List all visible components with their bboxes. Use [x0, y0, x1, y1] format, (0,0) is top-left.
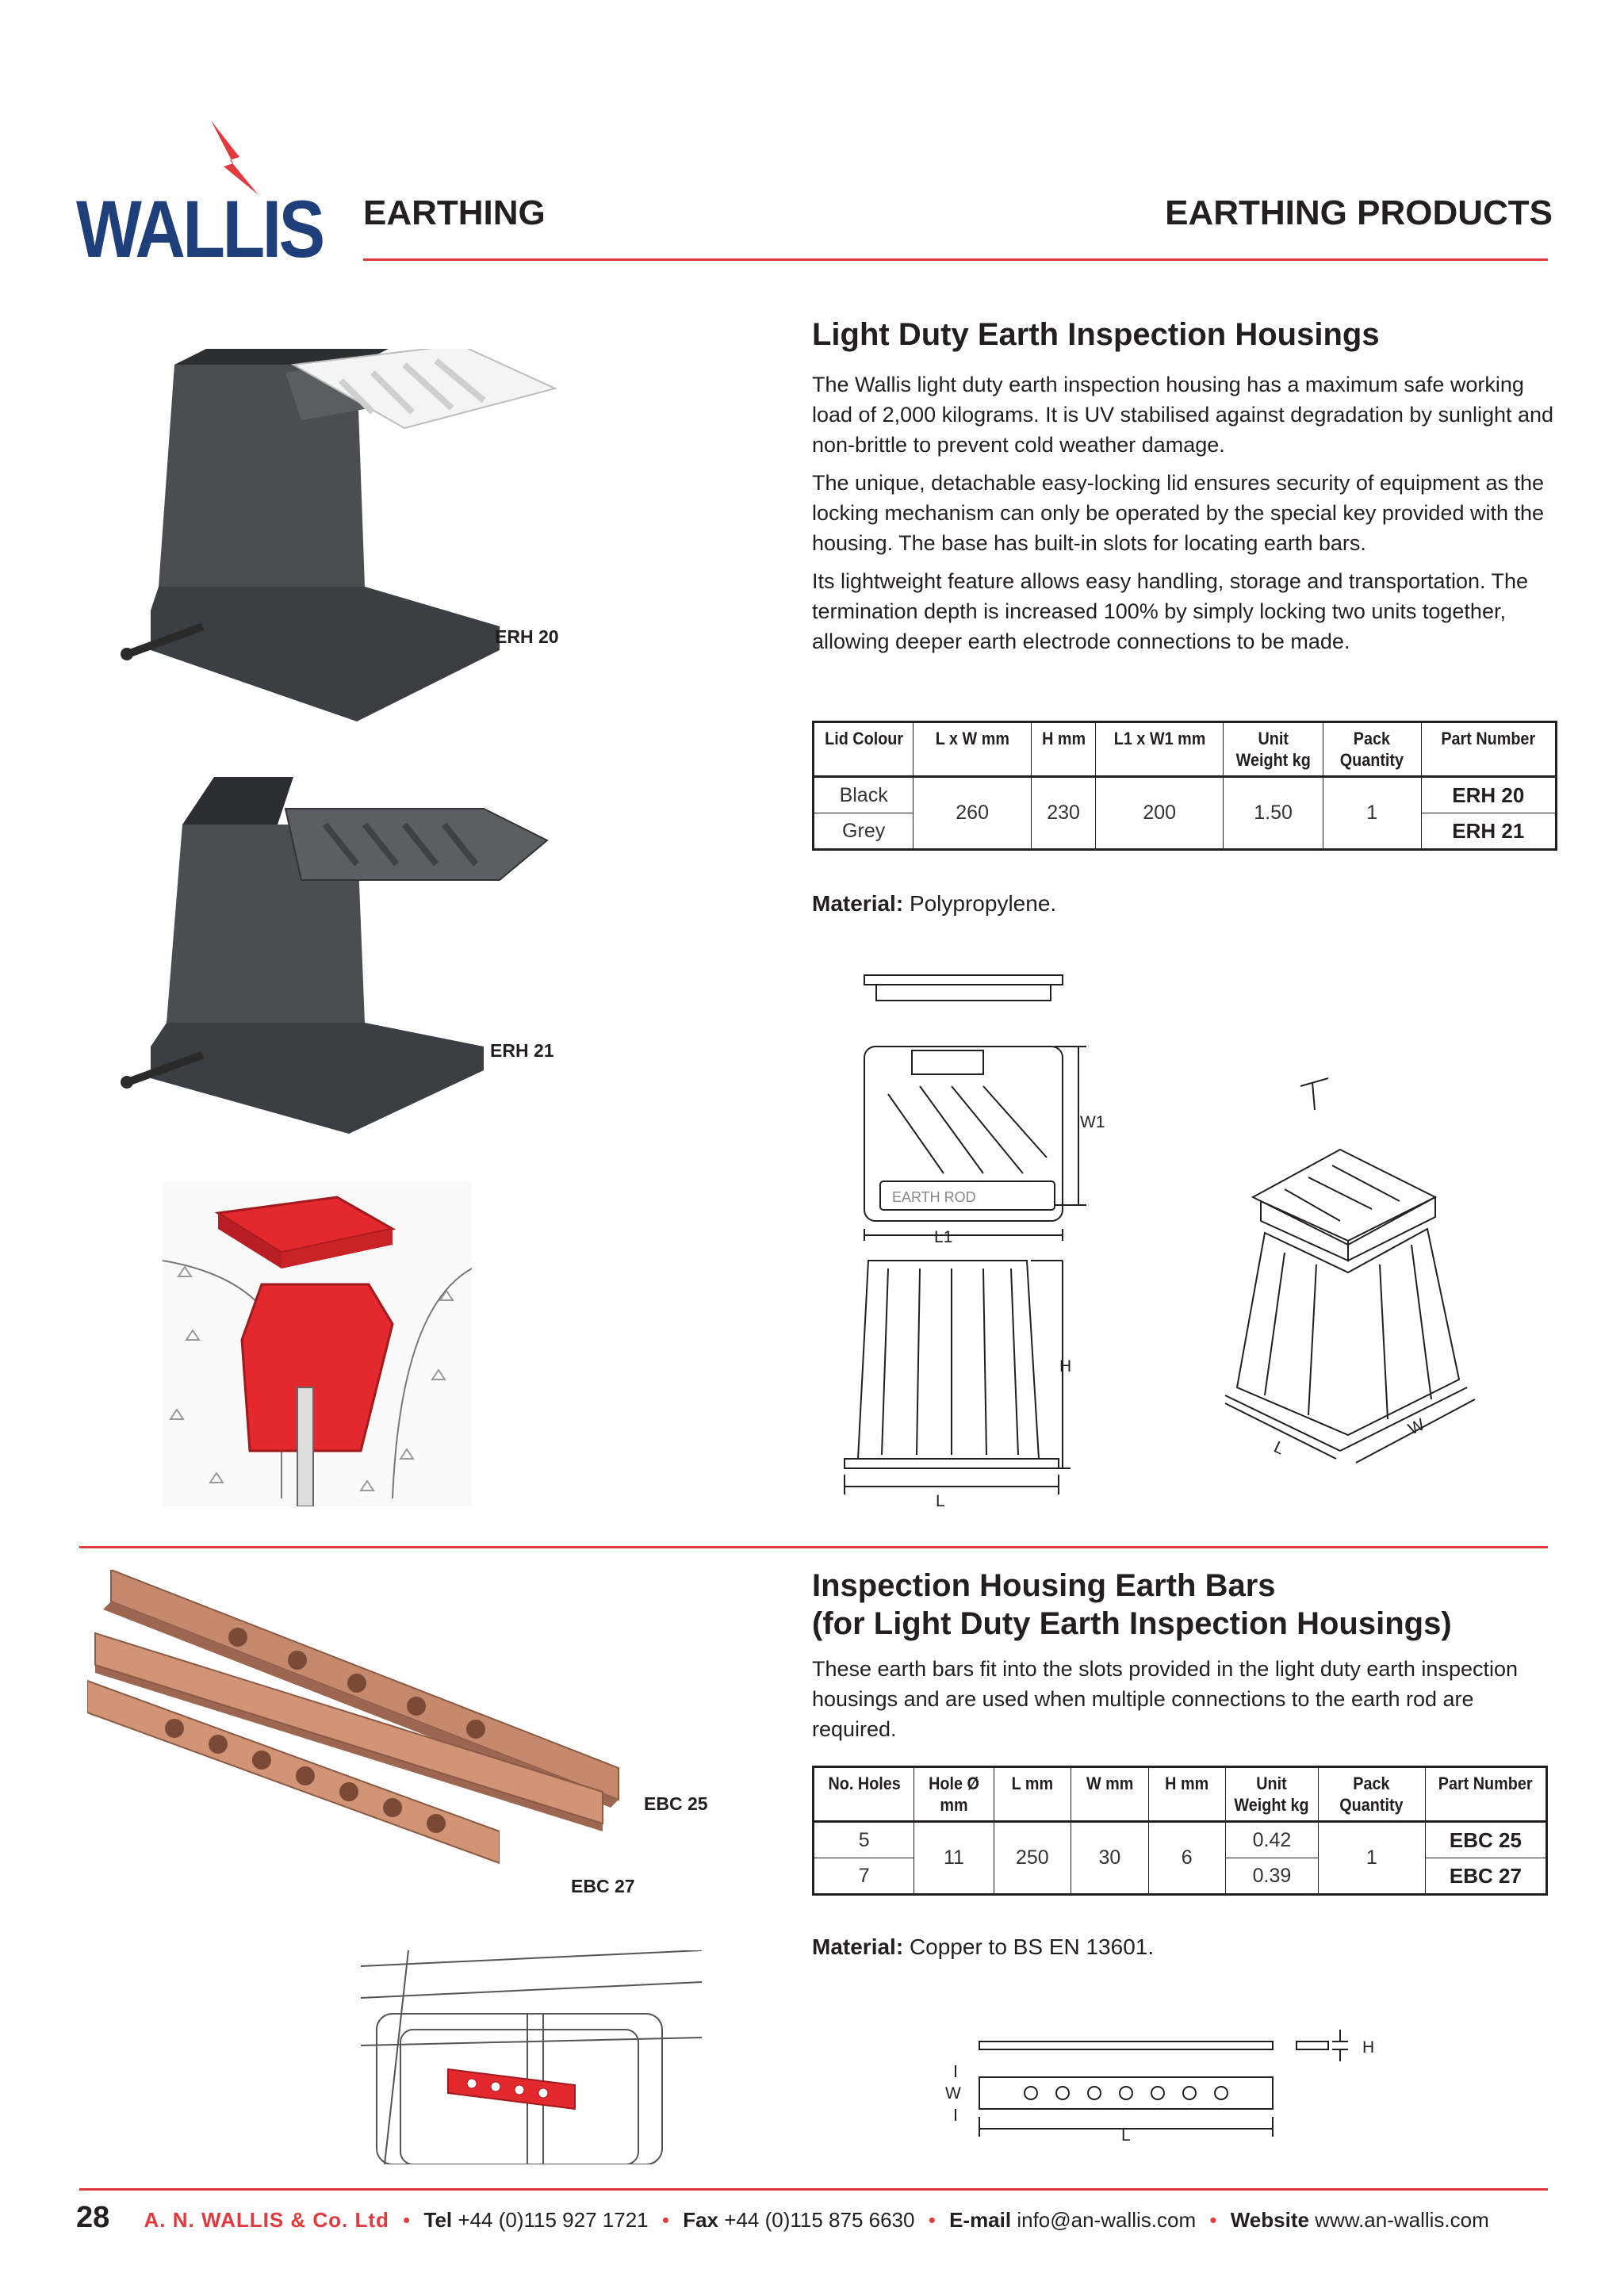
- col-part-number: Part Number: [1431, 1767, 1541, 1822]
- separator-dot: •: [661, 2208, 669, 2232]
- col-lxw: L x W mm: [919, 722, 1025, 777]
- col-unit-weight: Unit Weight kg: [1228, 722, 1318, 777]
- footer-rule: [79, 2188, 1548, 2191]
- section1-content: [812, 316, 1557, 664]
- section-divider: [79, 1546, 1548, 1548]
- cell-pack: 1: [1323, 777, 1421, 850]
- dim-w: W: [945, 2084, 961, 2103]
- cell-holes: 5: [814, 1822, 914, 1858]
- email-label: E-mail: [949, 2208, 1012, 2232]
- email-link[interactable]: info@an-wallis.com: [1017, 2208, 1197, 2232]
- dim-h: H: [1362, 2038, 1375, 2057]
- cell-w: 30: [1071, 1822, 1148, 1895]
- col-w: W mm: [1075, 1767, 1145, 1822]
- table-header-row: [814, 722, 1557, 777]
- cell-l: 250: [994, 1822, 1071, 1895]
- cell-colour: Black: [814, 777, 914, 813]
- section2-material: [812, 1934, 1154, 1960]
- section-title-left: EARTHING: [363, 193, 546, 232]
- cell-l1xw1: 200: [1096, 777, 1224, 850]
- section1-paragraph-1: The Wallis light duty earth inspection housing has a maximum safe working load of 2,000 kilograms. It is UV stabilised against degradation by sunlight and non-brittle to prevent cold weather damage.: [812, 373, 1554, 457]
- material-value: Copper to BS EN 13601.: [909, 1934, 1155, 1959]
- section1-title: Light Duty Earth Inspection Housings: [812, 317, 1380, 352]
- col-hole-dia: Hole Ø mm: [918, 1767, 990, 1822]
- fax-value: +44 (0)115 875 6630: [724, 2208, 915, 2232]
- cell-part-number: EBC 27: [1425, 1858, 1546, 1895]
- section2-title-line1: Inspection Housing Earth Bars: [812, 1568, 1276, 1603]
- dim-l: L: [936, 1492, 945, 1510]
- section2-content: [812, 1567, 1557, 1752]
- lid-embossed-text: EARTH ROD: [892, 1189, 976, 1205]
- housing-spec-table: [812, 721, 1557, 851]
- cell-pack: 1: [1318, 1822, 1425, 1895]
- material-value: Polypropylene.: [909, 891, 1057, 916]
- separator-dot: •: [1209, 2208, 1217, 2232]
- dim-iso-l: L: [1270, 1437, 1288, 1459]
- cell-hole-dia: 11: [914, 1822, 994, 1895]
- cell-part-number: ERH 21: [1421, 813, 1556, 850]
- col-h: H mm: [1035, 722, 1093, 777]
- col-pack-quantity: Pack Quantity: [1328, 722, 1416, 777]
- col-part-number: Part Number: [1428, 722, 1549, 777]
- cell-lxw: 260: [914, 777, 1032, 850]
- section1-paragraph-3: Its lightweight feature allows easy handling, storage and transportation. The termination depth is increased 100% by simply locking two units together, allowing deeper earth electrode connections to be made.: [812, 569, 1529, 653]
- dim-w1: W1: [1080, 1113, 1105, 1131]
- section2-paragraph: These earth bars fit into the slots provided in the light duty earth inspection housings and are used when multiple connections to the earth rod are required.: [812, 1657, 1519, 1741]
- cell-weight: 0.39: [1225, 1858, 1318, 1895]
- col-no-holes: No. Holes: [818, 1767, 910, 1822]
- cell-holes: 7: [814, 1858, 914, 1895]
- website-label: Website: [1230, 2208, 1309, 2232]
- ebc27-label: EBC 27: [571, 1876, 635, 1896]
- col-unit-weight: Unit Weight kg: [1230, 1767, 1313, 1822]
- page-number: 28: [76, 2201, 110, 2234]
- section2-title-line2: (for Light Duty Earth Inspection Housings): [812, 1606, 1452, 1641]
- cell-colour: Grey: [814, 813, 914, 850]
- cell-weight: 1.50: [1224, 777, 1323, 850]
- col-l1xw1: L1 x W1 mm: [1102, 722, 1217, 777]
- col-lid-colour: Lid Colour: [818, 722, 909, 777]
- erh21-image: [103, 761, 579, 1142]
- installation-illustration: [163, 1181, 472, 1506]
- section1-paragraph-2: The unique, detachable easy-locking lid ensures security of equipment as the locking mechanism can only be operated by the special key provided with the housing. The base has built-in slots for locating earth bars.: [812, 471, 1545, 555]
- cell-h: 230: [1032, 777, 1096, 850]
- material-label: Material:: [812, 1934, 904, 1959]
- cell-part-number: EBC 25: [1425, 1822, 1546, 1858]
- table-row: [814, 1822, 1547, 1858]
- erh20-image: [103, 349, 579, 729]
- table-row: [814, 777, 1557, 813]
- cell-h: 6: [1148, 1822, 1225, 1895]
- logo-text: WALLIS: [76, 184, 323, 274]
- section1-material: [812, 891, 1056, 916]
- cell-weight: 0.42: [1225, 1822, 1318, 1858]
- erh20-label: ERH 20: [495, 626, 559, 647]
- table-header-row: [814, 1767, 1547, 1822]
- separator-dot: •: [928, 2208, 936, 2232]
- ebc25-label: EBC 25: [644, 1793, 708, 1814]
- dim-l: L: [1121, 2126, 1131, 2145]
- erh21-label: ERH 21: [490, 1040, 554, 1061]
- col-l: L mm: [998, 1767, 1067, 1822]
- wallis-logo: [76, 119, 323, 274]
- website-link[interactable]: www.an-wallis.com: [1315, 2208, 1489, 2232]
- material-label: Material:: [812, 891, 904, 916]
- separator-dot: •: [403, 2208, 411, 2232]
- cell-part-number: ERH 20: [1421, 777, 1556, 813]
- earth-bar-spec-table: [812, 1766, 1548, 1896]
- tel-label: Tel: [423, 2208, 453, 2232]
- housing-technical-drawing: [833, 967, 1546, 1514]
- earth-bar-installation-illustration: [361, 1950, 702, 2164]
- earth-bar-ebc27-image: [87, 1649, 500, 1871]
- dim-h: H: [1059, 1357, 1072, 1376]
- company-name: A. N. WALLIS & Co. Ltd: [144, 2208, 389, 2232]
- col-pack-quantity: Pack Quantity: [1323, 1767, 1419, 1822]
- tel-value: +44 (0)115 927 1721: [458, 2208, 649, 2232]
- dim-l1: L1: [934, 1228, 953, 1246]
- section-title-right: EARTHING PRODUCTS: [1165, 193, 1553, 232]
- header-rule: [363, 258, 1548, 261]
- earth-bar-technical-drawing: [936, 2026, 1396, 2152]
- footer: [76, 2201, 1489, 2235]
- dim-iso-w: W: [1405, 1415, 1428, 1439]
- fax-label: Fax: [683, 2208, 719, 2232]
- col-h: H mm: [1152, 1767, 1222, 1822]
